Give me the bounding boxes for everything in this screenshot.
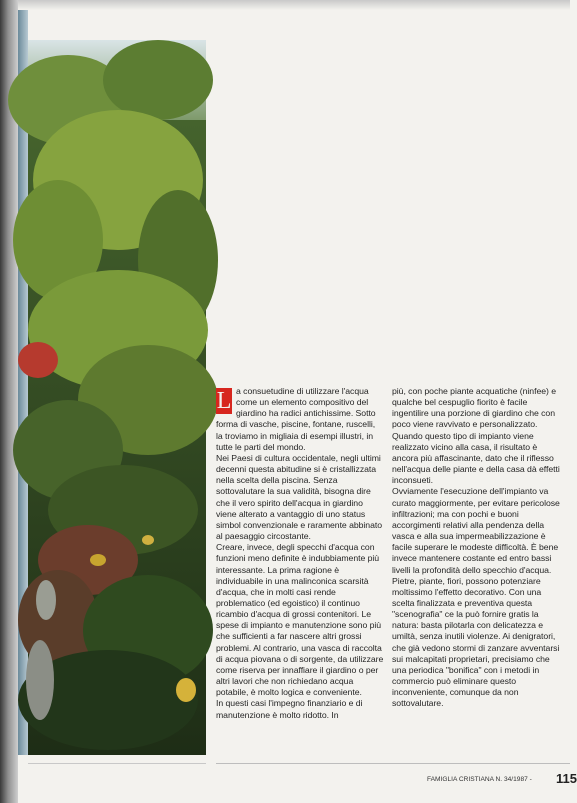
article-column-right <box>392 386 560 710</box>
paragraph: Pietre, piante, fiori, possono potenziare moltissimo l'effetto decorativo. Con una scelta finalizzata e preventiva questa "scenografia" ce la può fornire gratis la natura: basta pilotarla con delicatezza e umiltà, senza inutili violenze. Ai denigratori, che già vedono stormi di zanzare avventarsi sui malcapitati proprietari, precisiamo che una periodica "bonifica" con i metodi in commercio può eliminare questo inconveniente, comunque da non sottovalutare. <box>392 575 560 709</box>
paragraph: In questi casi l'impegno finanziario e di manutenzione è molto ridotto. In <box>216 698 363 720</box>
paragraph: Ovviamente l'esecuzione dell'impianto va curato maggiormente, per evitare pericolose infiltrazioni; ma con pochi e buoni accorgimenti relativi alla pendenza della vasca e alla sua impermeabilizzazione è facile superare le modeste difficoltà. È bene invece mantenere costante ed entro bassi livelli la profondità dello specchio d'acqua. <box>392 486 560 575</box>
garden-photo <box>28 40 206 755</box>
scan-edge-top <box>18 0 570 10</box>
paragraph: a consuetudine di utilizzare l'acqua come un elemento compositivo del giardino ha radici antichissime. Sotto forma di vasche, piscine, fontane, ruscelli, la troviamo in migliaia di esempi illustri, in tutte le parti del mondo. <box>216 386 376 452</box>
paragraph: Nei Paesi di cultura occidentale, negli ultimi decenni questa abitudine si è cristallizzata nella scelta della piscina. Senza sottovalutare la sua validità, bisogna dire che il vero spirito dell'acqua in giardino viene alterato a vantaggio di uno status simbol convenzionale e raramente abbinato al paesaggio circostante. <box>216 452 383 542</box>
dropcap-letter: L <box>216 388 232 414</box>
publication-source: FAMIGLIA CRISTIANA N. 34/1987 - <box>427 776 532 783</box>
footer-rule-left <box>28 763 206 764</box>
garden-illustration <box>28 40 206 755</box>
footer-rule <box>216 763 570 764</box>
article-column-left <box>216 386 384 721</box>
paragraph: più, con poche piante acquatiche (ninfee) e qualche bel cespuglio fiorito è facile ingentilire una porzione di giardino che con poco viene ravvivato e personalizzato. Quando questo tipo di impianto viene realizzato vicino alla casa, il risultato è ancora più affascinante, dato che il riflesso nell'acqua delle piante e della casa dà effetti inconsueti. <box>392 386 560 486</box>
paragraph: Creare, invece, degli specchi d'acqua con funzioni meno definite è indubbiamente più interessante. La prima ragione è individuabile in una malinconica scarsità d'acqua, che in molti casi rende problematico (ed egoistico) il continuo ricambio d'acqua di grossi contenitori. Le spese di impianto e manutenzione sono più che sufficienti a far nascere altri grossi problemi. Al contrario, una vasca di raccolta di acqua piovana o di sorgente, da utilizzare come riserva per innaffiare il giardino o per altri lavori che non richiedano acqua potabile, è molto logica e conveniente. <box>216 542 384 698</box>
page-number: 115 <box>556 771 577 786</box>
